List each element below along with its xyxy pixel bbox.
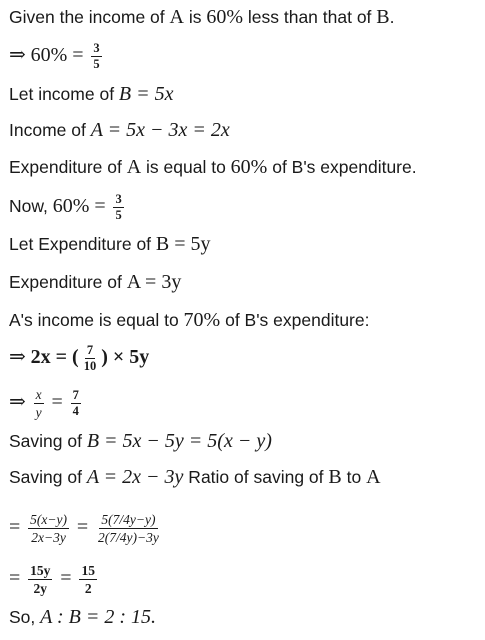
fraction xyxy=(34,387,44,420)
fraction xyxy=(28,563,52,596)
line-11 xyxy=(9,387,84,420)
fraction xyxy=(28,512,69,545)
denominator: 2y xyxy=(33,581,48,596)
line-4 xyxy=(9,119,230,141)
line-15 xyxy=(9,563,100,596)
denominator: 2(7/4y)−3y xyxy=(98,530,159,545)
math-percent: 60% xyxy=(206,6,243,28)
math-symbol: A xyxy=(169,6,184,28)
math-percent: 60% xyxy=(230,156,268,178)
line-1 xyxy=(9,6,395,28)
math-expression: A = 2x − 3y xyxy=(86,466,184,488)
fraction xyxy=(79,563,97,596)
denominator: 2 xyxy=(84,581,92,596)
text: A's income is equal to xyxy=(9,310,184,330)
numerator: 15 xyxy=(81,563,95,578)
denominator: y xyxy=(35,405,42,420)
fraction xyxy=(71,389,81,418)
implies-symbol: ⇒ xyxy=(9,44,26,67)
fraction xyxy=(113,193,123,222)
math-percent: 60% xyxy=(52,195,90,218)
math-expression: ) × 5y xyxy=(101,346,150,369)
line-12 xyxy=(9,430,272,452)
denominator: 5 xyxy=(93,57,100,71)
line-9 xyxy=(9,309,369,331)
text: Income of xyxy=(9,120,91,140)
math-expression: 2x = ( xyxy=(30,346,79,369)
denominator: 5 xyxy=(115,208,122,222)
math-expression: A = 3y xyxy=(126,271,182,293)
math-expression: B = 5y xyxy=(155,233,211,255)
fraction xyxy=(91,42,101,71)
text: is equal to xyxy=(141,157,231,177)
implies-symbol: ⇒ xyxy=(9,346,26,369)
fraction xyxy=(96,512,161,545)
text: less than that of xyxy=(243,7,377,27)
line-7 xyxy=(9,233,211,255)
numerator: 5(7/4y−y) xyxy=(101,512,156,527)
equals-sign: = xyxy=(76,516,89,539)
text: Expenditure of xyxy=(9,272,127,292)
line-3 xyxy=(9,83,174,105)
math-percent: 60% xyxy=(30,44,68,67)
numerator: 5(x−y) xyxy=(30,512,67,527)
line-10 xyxy=(9,344,149,373)
text: of B's expenditure. xyxy=(267,157,417,177)
line-2 xyxy=(9,42,105,71)
numerator: 15y xyxy=(30,563,51,578)
math-expression: B = 5x − 5y = 5(x − y) xyxy=(86,430,272,452)
equals-sign: = xyxy=(60,567,72,590)
line-16 xyxy=(9,606,156,628)
line-5 xyxy=(9,156,417,178)
text: Let Expenditure of xyxy=(9,234,156,254)
text: Ratio of saving of xyxy=(183,467,329,487)
math-expression: B = 5x xyxy=(118,83,174,105)
line-13 xyxy=(9,466,381,488)
text: . xyxy=(389,7,395,27)
text: Given the income of xyxy=(9,7,170,27)
math-expression: A : B = 2 : 15. xyxy=(40,606,157,628)
denominator: 2x−3y xyxy=(31,530,66,545)
equals-sign: = xyxy=(9,516,21,539)
equals-sign: = xyxy=(72,44,84,67)
math-percent: 70% xyxy=(183,309,221,331)
numerator: x xyxy=(35,387,42,402)
numerator: 7 xyxy=(86,343,94,357)
math-expression: A = 5x − 3x = 2x xyxy=(90,119,230,141)
text: Saving of xyxy=(9,467,87,487)
implies-symbol: ⇒ xyxy=(9,391,26,414)
text: is xyxy=(183,7,207,27)
denominator: 10 xyxy=(83,359,97,373)
denominator: 4 xyxy=(72,404,79,418)
text: Expenditure of xyxy=(9,157,127,177)
numerator: 3 xyxy=(93,41,100,55)
line-8 xyxy=(9,271,181,293)
numerator: 3 xyxy=(115,192,122,206)
equals-sign: = xyxy=(94,195,106,218)
text: Let income of xyxy=(9,84,119,104)
math-symbol: A xyxy=(366,466,381,488)
text: of B's expenditure: xyxy=(220,310,370,330)
text: to xyxy=(341,467,367,487)
text: Now, xyxy=(9,196,53,217)
math-symbol: A xyxy=(126,156,142,178)
math-symbol: B xyxy=(376,6,390,28)
equals-sign: = xyxy=(9,567,21,590)
text: Saving of xyxy=(9,431,87,451)
fraction xyxy=(82,344,99,373)
line-14 xyxy=(9,512,164,545)
numerator: 7 xyxy=(72,388,79,402)
equals-sign: = xyxy=(51,391,63,414)
text: So, xyxy=(9,607,41,627)
line-6 xyxy=(9,193,127,222)
math-symbol: B xyxy=(328,466,342,488)
